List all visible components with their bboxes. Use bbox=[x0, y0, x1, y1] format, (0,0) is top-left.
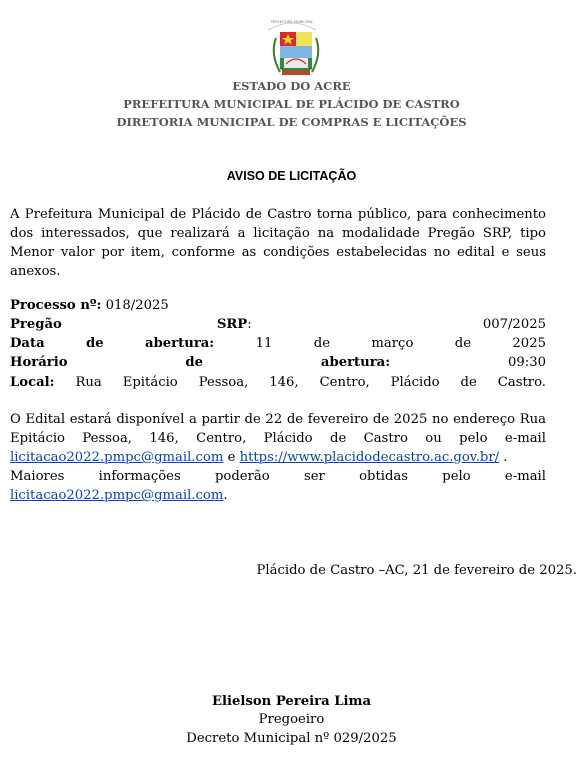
data-day: 11 bbox=[255, 336, 273, 351]
signer-role: Pregoeiro bbox=[258, 712, 325, 727]
signer-name: Elielson Pereira Lima bbox=[211, 694, 372, 709]
local-label: Local bbox=[10, 375, 50, 390]
data-label: Data bbox=[10, 336, 45, 351]
local-value: Rua Epitácio Pessoa, 146, Centro, Plácido de Castro. bbox=[75, 375, 546, 390]
edital-paragraph bbox=[10, 410, 546, 505]
email-link[interactable]: licitacao2022.pmpc@gmail.com bbox=[10, 450, 224, 465]
header-directorate: DIRETORIA MUNICIPAL DE COMPRAS E LICITAÇÕES bbox=[116, 115, 467, 129]
document-title: AVISO DE LICITAÇÃO bbox=[226, 169, 357, 183]
srp-label: SRP bbox=[216, 317, 248, 332]
info-line: Maiores informações poderão ser obtidas pelo e-mail bbox=[10, 469, 546, 484]
processo-value: 018/2025 bbox=[105, 298, 169, 313]
intro-paragraph: A Prefeitura Municipal de Plácido de Castro torna público, para conhecimento dos interessados, que realizará a licitação na modalidade Pregão SRP, tipo Menor valor por item, conforme as condições estabelecidas no edital e seus anexos. bbox=[10, 207, 546, 279]
horario-value: 09:30 bbox=[507, 355, 546, 370]
signer-decree: Decreto Municipal nº 029/2025 bbox=[186, 731, 397, 746]
header-state: ESTADO DO ACRE bbox=[232, 79, 351, 93]
horario-label: Horário bbox=[10, 355, 68, 370]
data-row bbox=[10, 336, 546, 351]
municipal-crest-logo bbox=[262, 14, 322, 78]
website-link[interactable]: https://www.placidodecastro.ac.gov.br/ bbox=[239, 450, 500, 465]
data-label-de: de bbox=[86, 336, 104, 351]
and-text: e bbox=[227, 450, 236, 465]
data-month: março bbox=[371, 336, 414, 351]
pregao-label: Pregão bbox=[10, 317, 62, 332]
data-year: 2025 bbox=[512, 336, 546, 351]
data-de: de bbox=[313, 336, 330, 351]
data-de-2: de bbox=[454, 336, 472, 351]
edital-line-1: O Edital estará disponível a partir de 22 de fevereiro de 2025 no endereço Rua bbox=[10, 412, 546, 427]
pregao-row: Pregão SRP: 007/2025 bbox=[10, 317, 546, 332]
place-date: Plácido de Castro –AC, 21 de fevereiro de 2025. bbox=[256, 563, 577, 578]
svg-text:PREFEITURA MUNICIPAL: PREFEITURA MUNICIPAL bbox=[270, 20, 314, 24]
local-row: Local: Rua Epitácio Pessoa, 146, Centro, Plácido de Castro. bbox=[10, 375, 546, 390]
processo-label: Processo nº bbox=[10, 298, 97, 313]
horario-row bbox=[10, 355, 546, 370]
horario-label-de: de bbox=[185, 355, 204, 370]
horario-label-abertura: abertura: bbox=[320, 355, 391, 370]
processo-row: Processo nº : 018/2025 bbox=[10, 298, 169, 313]
edital-line-2: Epitácio Pessoa, 146, Centro, Plácido de Castro ou pelo e-mail bbox=[10, 431, 546, 446]
info-end: . bbox=[223, 488, 228, 503]
data-label-abertura: abertura: bbox=[145, 336, 215, 351]
srp-value: 007/2025 bbox=[482, 317, 546, 332]
email-link-2[interactable]: licitacao2022.pmpc@gmail.com bbox=[10, 488, 224, 503]
edital-end: . bbox=[503, 450, 508, 465]
header-prefecture: PREFEITURA MUNICIPAL DE PLÁCIDO DE CASTRO bbox=[123, 97, 460, 111]
